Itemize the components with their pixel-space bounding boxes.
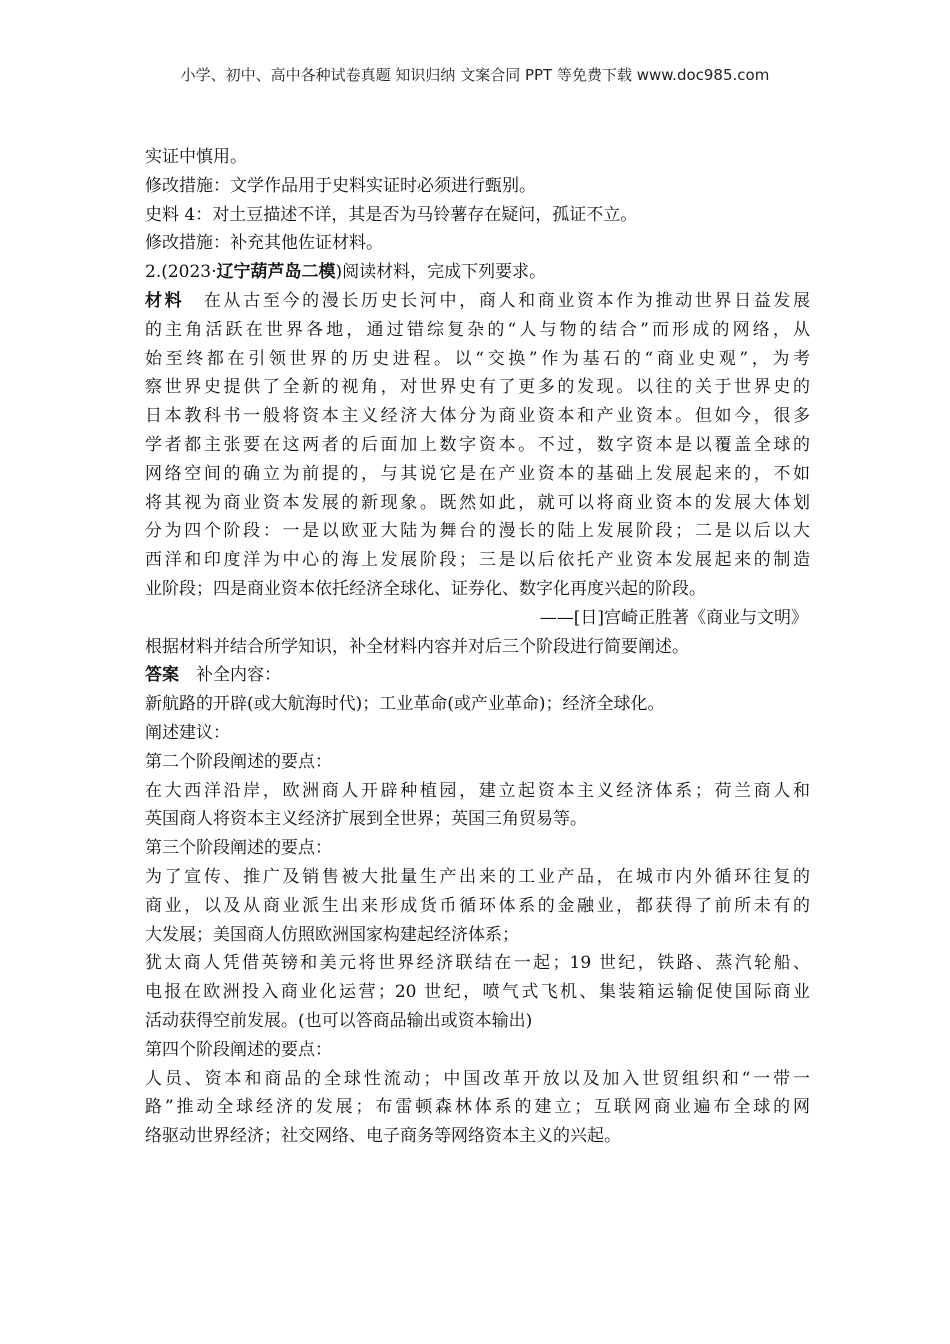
answer-label: 答案 (145, 665, 179, 686)
page-header: 小学、初中、高中各种试卷真题 知识归纳 文案合同 PPT 等免费下载 www.doc985.com (180, 66, 770, 84)
stage3-line: 商业，以及从商业派生出来形成货币循环体系的金融业，都获得了前所未有的 (145, 895, 810, 916)
stage4-line: 络驱动世界经济；社交网络、电子商务等网络资本主义的兴起。 (145, 1126, 621, 1147)
intro-line: 史料 4：对土豆描述不详，其是否为马铃薯存在疑问，孤证不立。 (145, 204, 638, 225)
stage3-title: 第三个阶段阐述的要点： (145, 838, 332, 859)
stage4-line: 人员、资本和商品的全球性流动；中国改革开放以及加入世贸组织和“一带一 (145, 1068, 810, 1089)
question-instruction: )阅读材料，完成下列要求。 (335, 262, 547, 283)
material-text: 在从古至今的漫长历史长河中，商人和商业资本作为推动世界日益发展 (201, 290, 810, 311)
answer-heading (145, 661, 810, 690)
material-label: 材料 (145, 290, 185, 311)
question-number: 2.(2023· (145, 262, 217, 283)
material-line: 将其视为商业资本发展的新现象。既然如此，就可以将商业资本的发展大体划 (145, 492, 810, 513)
stage2-line: 在大西洋沿岸，欧洲商人开辟种植园，建立起资本主义经济体系；荷兰商人和 (145, 780, 810, 801)
stage4-line: 路”推动全球经济的发展；布雷顿森林体系的建立；互联网商业遍布全球的网 (145, 1097, 810, 1118)
stage2-title: 第二个阶段阐述的要点： (145, 751, 332, 772)
material-line: 网络空间的确立为前提的，与其说它是在产业资本的基础上发展起来的，不如 (145, 463, 810, 484)
question-source: 辽宁葫芦岛二模 (216, 262, 336, 283)
material-line: 日本教科书一般将资本主义经济大体分为商业资本和产业资本。但如今，很多 (145, 406, 810, 427)
stage3-line: 活动获得空前发展。(也可以答商品输出或资本输出) (145, 1010, 533, 1031)
stage2-line: 英国商人将资本主义经济扩展到全世界；英国三角贸易等。 (145, 809, 587, 830)
supplement-text: 新航路的开辟(或大航海时代)；工业革命(或产业革命)；经济全球化。 (145, 694, 665, 715)
intro-line: 实证中慎用。 (145, 147, 247, 167)
stage3-line: 犹太商人凭借英镑和美元将世界经济联结在一起；19 世纪，铁路、蒸汽轮船、 (145, 953, 810, 974)
question-heading (145, 258, 810, 287)
material-line: 学者都主张要在这两者的后面加上数字资本。不过，数字资本是以覆盖全球的 (145, 434, 810, 455)
stage4-title: 第四个阶段阐述的要点： (145, 1039, 332, 1060)
supplement-title: 补全内容： (196, 665, 281, 686)
material-line: 分为四个阶段：一是以欧亚大陆为舞台的漫长的陆上发展阶段；二是以后以大 (145, 521, 810, 542)
material-line: 西洋和印度洋为中心的海上发展阶段；三是以后依托产业资本发展起来的制造 (145, 550, 810, 571)
material-line: 业阶段；四是商业资本依托经济全球化、证券化、数字化再度兴起的阶段。 (145, 578, 706, 599)
stage3-line: 电报在欧洲投入商业化运营；20 世纪，喷气式飞机、集装箱运输促使国际商业 (145, 982, 810, 1003)
stage3-line: 大发展；美国商人仿照欧洲国家构建起经济体系； (145, 924, 519, 945)
document-body (145, 143, 810, 1151)
material-citation: ——[日]宫崎正胜著《商业与文明》 (539, 607, 808, 628)
stage3-line: 为了宣传、推广及销售被大批量生产出来的工业产品，在城市内外循环往复的 (145, 866, 810, 887)
intro-line: 修改措施：补充其他佐证材料。 (145, 233, 383, 254)
intro-line: 修改措施：文学作品用于史料实证时必须进行甄别。 (145, 175, 536, 196)
task-text: 根据材料并结合所学知识，补全材料内容并对后三个阶段进行简要阐述。 (145, 636, 689, 657)
material-first-line (145, 287, 810, 316)
material-line: 察世界史提供了全新的视角，对世界史有了更多的发现。以往的关于世界史的 (145, 377, 810, 398)
suggestion-title: 阐述建议： (145, 722, 230, 743)
material-line: 始至终都在引领世界的历史进程。以“交换”作为基石的“商业史观”，为考 (145, 348, 810, 369)
material-line: 的主角活跃在世界各地，通过错综复杂的“人与物的结合”而形成的网络，从 (145, 319, 810, 340)
